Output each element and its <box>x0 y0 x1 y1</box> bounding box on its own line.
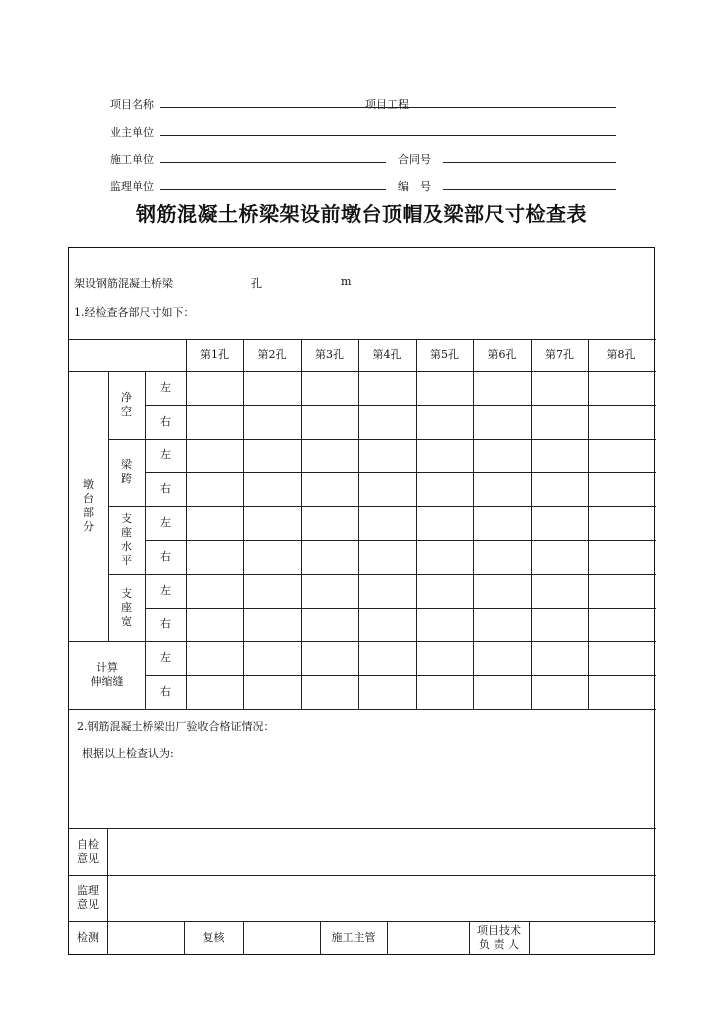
measure-cell[interactable] <box>358 608 416 642</box>
side-label: 右 <box>160 617 171 631</box>
measure-cell[interactable] <box>243 405 301 439</box>
grid-group-line <box>69 709 656 710</box>
project-name-value[interactable]: 项目工程 <box>365 98 409 111</box>
measure-cell[interactable] <box>531 540 588 574</box>
measure-cell[interactable] <box>531 439 588 473</box>
inspect-label: 检测 <box>77 930 99 944</box>
column-header-hole-3: 第3孔 <box>315 348 344 361</box>
measure-cell[interactable] <box>186 641 243 675</box>
measure-cell[interactable] <box>186 608 243 642</box>
measure-cell[interactable] <box>416 371 473 405</box>
supervisor-label: 监理单位 <box>110 180 154 193</box>
column-header-hole-7: 第7孔 <box>545 348 574 361</box>
project-name-label: 项目名称 <box>110 98 154 111</box>
measure-cell[interactable] <box>473 675 531 709</box>
measure-cell[interactable] <box>301 405 358 439</box>
column-header-hole-2: 第2孔 <box>257 348 287 361</box>
measure-cell[interactable] <box>531 371 588 405</box>
side-label: 右 <box>160 414 171 428</box>
column-header-hole-6: 第6孔 <box>487 348 517 361</box>
meter-unit: m <box>341 275 352 288</box>
measure-cell[interactable] <box>301 472 358 506</box>
measure-cell[interactable] <box>358 439 416 473</box>
measure-cell[interactable] <box>358 472 416 506</box>
measure-cell[interactable] <box>531 472 588 506</box>
construction-lead-field[interactable] <box>387 921 469 954</box>
measure-cell[interactable] <box>416 675 473 709</box>
measure-cell[interactable] <box>588 608 654 642</box>
measure-cell[interactable] <box>588 540 654 574</box>
measure-cell[interactable] <box>531 506 588 540</box>
measure-cell[interactable] <box>473 472 531 506</box>
measure-cell[interactable] <box>186 472 243 506</box>
measure-cell[interactable] <box>473 405 531 439</box>
self-check-label: 自检 意见 <box>77 837 99 865</box>
group-label: 支 座 宽 <box>121 586 132 628</box>
item1-text: 1.经检查各部尺寸如下： <box>74 306 195 319</box>
measure-cell[interactable] <box>301 675 358 709</box>
measure-cell[interactable] <box>473 608 531 642</box>
measure-cell[interactable] <box>416 439 473 473</box>
measure-cell[interactable] <box>243 371 301 405</box>
measure-cell[interactable] <box>186 540 243 574</box>
measure-cell[interactable] <box>531 574 588 608</box>
review-label: 复核 <box>202 930 225 944</box>
measure-cell[interactable] <box>358 405 416 439</box>
measure-cell[interactable] <box>243 641 301 675</box>
conclusion-text: 根据以上检查认为: <box>82 747 174 760</box>
page-title: 钢筋混凝土桥梁架设前墩台顶帽及梁部尺寸检查表 <box>136 202 587 226</box>
tech-lead-field[interactable] <box>529 921 654 954</box>
expansion-joint-label: 计算 伸缩缝 <box>90 661 124 689</box>
owner-field[interactable] <box>160 135 616 136</box>
measure-cell[interactable] <box>358 371 416 405</box>
column-header-hole-8: 第8孔 <box>606 348 636 361</box>
review-field[interactable] <box>243 921 320 954</box>
side-label: 左 <box>160 651 171 665</box>
side-label: 右 <box>160 685 171 699</box>
supervision-label: 监理 意见 <box>77 884 99 911</box>
measure-cell[interactable] <box>473 574 531 608</box>
measure-cell[interactable] <box>358 675 416 709</box>
measure-cell[interactable] <box>588 641 654 675</box>
measure-cell[interactable] <box>243 608 301 642</box>
measure-cell[interactable] <box>301 506 358 540</box>
measure-cell[interactable] <box>416 405 473 439</box>
measure-cell[interactable] <box>243 472 301 506</box>
measure-cell[interactable] <box>473 439 531 473</box>
group-label: 支 座 水 平 <box>121 511 132 567</box>
measure-cell[interactable] <box>416 574 473 608</box>
measure-cell[interactable] <box>416 608 473 642</box>
side-label: 左 <box>160 583 171 597</box>
measure-cell[interactable] <box>301 608 358 642</box>
side-label: 右 <box>160 482 171 496</box>
measure-cell[interactable] <box>416 472 473 506</box>
contractor-label: 施工单位 <box>110 153 154 166</box>
owner-label: 业主单位 <box>110 126 154 139</box>
side-label: 左 <box>160 516 171 530</box>
pier-section-label: 墩 台 部 分 <box>83 478 94 534</box>
supervisor-field[interactable] <box>160 189 386 190</box>
measure-cell[interactable] <box>473 641 531 675</box>
measure-cell[interactable] <box>473 506 531 540</box>
measure-cell[interactable] <box>588 439 654 473</box>
column-header-hole-5: 第5孔 <box>430 348 459 361</box>
measure-cell[interactable] <box>531 641 588 675</box>
measure-cell[interactable] <box>301 540 358 574</box>
measure-cell[interactable] <box>531 675 588 709</box>
measure-cell[interactable] <box>588 472 654 506</box>
side-label: 左 <box>160 448 171 462</box>
measure-cell[interactable] <box>243 439 301 473</box>
tech-lead-label: 项目技术 负 责 人 <box>477 923 521 951</box>
measure-cell[interactable] <box>186 574 243 608</box>
measure-cell[interactable] <box>186 506 243 540</box>
side-label: 右 <box>160 549 171 563</box>
measure-cell[interactable] <box>588 574 654 608</box>
serial-no-field[interactable] <box>443 189 616 190</box>
measure-cell[interactable] <box>186 439 243 473</box>
measure-cell[interactable] <box>531 608 588 642</box>
measure-cell[interactable] <box>243 574 301 608</box>
column-header-hole-4: 第4孔 <box>372 348 402 361</box>
construction-lead-label: 施工主管 <box>331 930 376 944</box>
inspect-field[interactable] <box>107 921 184 954</box>
measure-cell[interactable] <box>588 506 654 540</box>
group-label: 净 空 <box>121 390 132 418</box>
measure-cell[interactable] <box>186 405 243 439</box>
measure-cell[interactable] <box>358 641 416 675</box>
column-header-hole-1: 第1孔 <box>200 348 229 361</box>
measure-cell[interactable] <box>301 641 358 675</box>
measure-cell[interactable] <box>301 439 358 473</box>
measure-cell[interactable] <box>243 506 301 540</box>
measure-cell[interactable] <box>473 540 531 574</box>
measure-cell[interactable] <box>358 506 416 540</box>
self-check-field[interactable] <box>107 828 656 875</box>
supervision-field[interactable] <box>107 875 656 921</box>
measure-cell[interactable] <box>301 371 358 405</box>
measure-cell[interactable] <box>416 641 473 675</box>
contract-no-label: 合同号 <box>398 153 431 166</box>
measure-cell[interactable] <box>301 574 358 608</box>
serial-no-label: 编 号 <box>398 180 431 193</box>
item2-text: 2.钢筋混凝土桥梁出厂验收合格证情况： <box>77 720 275 733</box>
measure-cell[interactable] <box>473 371 531 405</box>
measure-cell[interactable] <box>588 405 654 439</box>
measure-cell[interactable] <box>588 371 654 405</box>
contractor-field[interactable] <box>160 162 386 163</box>
measure-cell[interactable] <box>243 540 301 574</box>
measure-cell[interactable] <box>416 540 473 574</box>
measure-cell[interactable] <box>416 506 473 540</box>
contract-no-field[interactable] <box>443 162 616 163</box>
measure-cell[interactable] <box>358 540 416 574</box>
measure-cell[interactable] <box>243 675 301 709</box>
measure-cell[interactable] <box>531 405 588 439</box>
group-label: 梁 跨 <box>121 458 132 486</box>
measure-cell[interactable] <box>186 675 243 709</box>
measure-cell[interactable] <box>588 675 654 709</box>
holes-unit: 孔 <box>251 277 262 290</box>
inspection-table <box>68 247 655 955</box>
measure-cell[interactable] <box>358 574 416 608</box>
measure-cell[interactable] <box>186 371 243 405</box>
side-label: 左 <box>160 380 171 394</box>
bridge-label: 架设钢筋混凝土桥梁 <box>74 277 173 290</box>
